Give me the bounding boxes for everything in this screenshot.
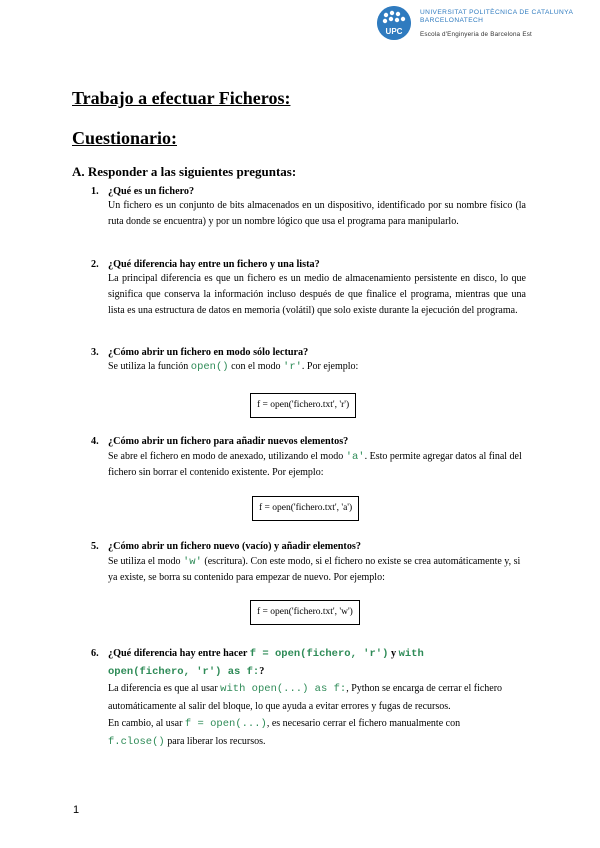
header-line3: Escola d'Enginyeria de Barcelona Est (420, 31, 533, 39)
question-5 (91, 541, 361, 552)
header-institution (420, 9, 573, 40)
inline-code: 'w' (183, 556, 202, 568)
question-text: ¿Qué es un fichero? (108, 186, 195, 197)
code-example-box: f = open('fichero.txt', 'r') (250, 393, 356, 418)
inline-code: f = open(...) (184, 718, 267, 730)
question-2 (91, 259, 320, 270)
header-line2: BARCELONATECH (420, 17, 484, 25)
answer-text: para liberar los recursos. (164, 736, 266, 747)
page-number: 1 (73, 804, 80, 816)
answer-text: Se utiliza el modo (108, 556, 183, 567)
question-text: ¿Cómo abrir un fichero nuevo (vacío) y añadir elementos? (108, 541, 361, 552)
question-number: 1. (91, 186, 99, 197)
page-title: Trabajo a efectuar Ficheros: (72, 88, 291, 108)
inline-code: 'r' (283, 361, 302, 373)
page-subtitle: Cuestionario: (72, 128, 177, 148)
inline-code: 'a' (345, 451, 365, 463)
answer-4 (108, 449, 526, 481)
answer-text: (escritura). Con este modo, si el fichero no existe se crea automáticamente y, si ya existe, se borra su contenido para empezar de nuevo. Por ejemplo: (108, 556, 521, 583)
inline-code: with (398, 648, 424, 660)
question-number: 3. (91, 347, 99, 358)
answer-1: Un fichero es un conjunto de bits almacenados en un dispositivo, identificado por su nombre físico (la ruta donde se encuentra) y por un nombre lógico que usa el programa para manipularlo. (108, 200, 526, 227)
header-line1: UNIVERSITAT POLITÈCNICA DE CATALUNYA (420, 9, 574, 16)
question-text: ? (259, 666, 265, 677)
answer-3 (108, 359, 526, 375)
question-6 (91, 645, 521, 681)
question-number: 5. (91, 541, 99, 552)
code-example-box: f = open('fichero.txt', 'w') (250, 600, 360, 625)
question-number: 4. (91, 436, 99, 447)
answer-2: La principal diferencia es que un fichero es un medio de almacenamiento persistente en disco, lo que significa que conserva la información incluso después de que finalice el programa, mientras que una lista es una estructura de datos en memoria (volátil) que solo existe durante la ejecución del programa. (108, 273, 526, 316)
logo-mark-text: UPC (385, 27, 403, 36)
answer-6 (108, 680, 526, 751)
question-text: ¿Qué diferencia hay entre hacer (108, 648, 250, 659)
question-number: 2. (91, 259, 99, 270)
answer-text: Se utiliza la función (108, 361, 191, 372)
code-example-box: f = open('fichero.txt', 'a') (252, 496, 359, 521)
inline-code: open() (190, 361, 229, 373)
university-logo-icon (377, 6, 411, 40)
answer-text: , es necesario cerrar el fichero manualmente con (266, 718, 461, 729)
question-1 (91, 186, 194, 197)
inline-code: open(fichero, 'r') as f: (108, 666, 260, 678)
answer-text: La diferencia es que al usar (108, 683, 221, 694)
answer-text: con el modo (228, 361, 284, 372)
answer-5 (108, 554, 526, 586)
question-4 (91, 436, 348, 447)
answer-text: , Python se encarga de cerrar el fichero automáticamente al salir del bloque, lo que ayuda a evitar errores y fugas de recursos. (108, 683, 503, 712)
answer-text: . Esto permite agregar datos al final del fichero sin borrar el contenido existente. Por ejemplo: (108, 451, 522, 478)
inline-code: f.close() (108, 736, 165, 748)
inline-code: with open(...) as f: (220, 683, 347, 695)
question-number: 6. (91, 648, 99, 659)
answer-text: . Por ejemplo: (301, 361, 359, 372)
question-3 (91, 347, 308, 358)
section-heading: A. Responder a las siguientes preguntas: (72, 164, 297, 179)
answer-text: Se abre el fichero en modo de anexado, utilizando el modo (108, 451, 346, 462)
question-text: ¿Cómo abrir un fichero en modo sólo lectura? (108, 347, 309, 358)
question-text: ¿Qué diferencia hay entre un fichero y una lista? (108, 259, 320, 270)
inline-code: f = open(fichero, 'r') (249, 648, 389, 660)
question-text: ¿Cómo abrir un fichero para añadir nuevos elementos? (108, 436, 349, 447)
answer-text: En cambio, al usar (108, 718, 185, 729)
question-text: y (388, 648, 399, 659)
